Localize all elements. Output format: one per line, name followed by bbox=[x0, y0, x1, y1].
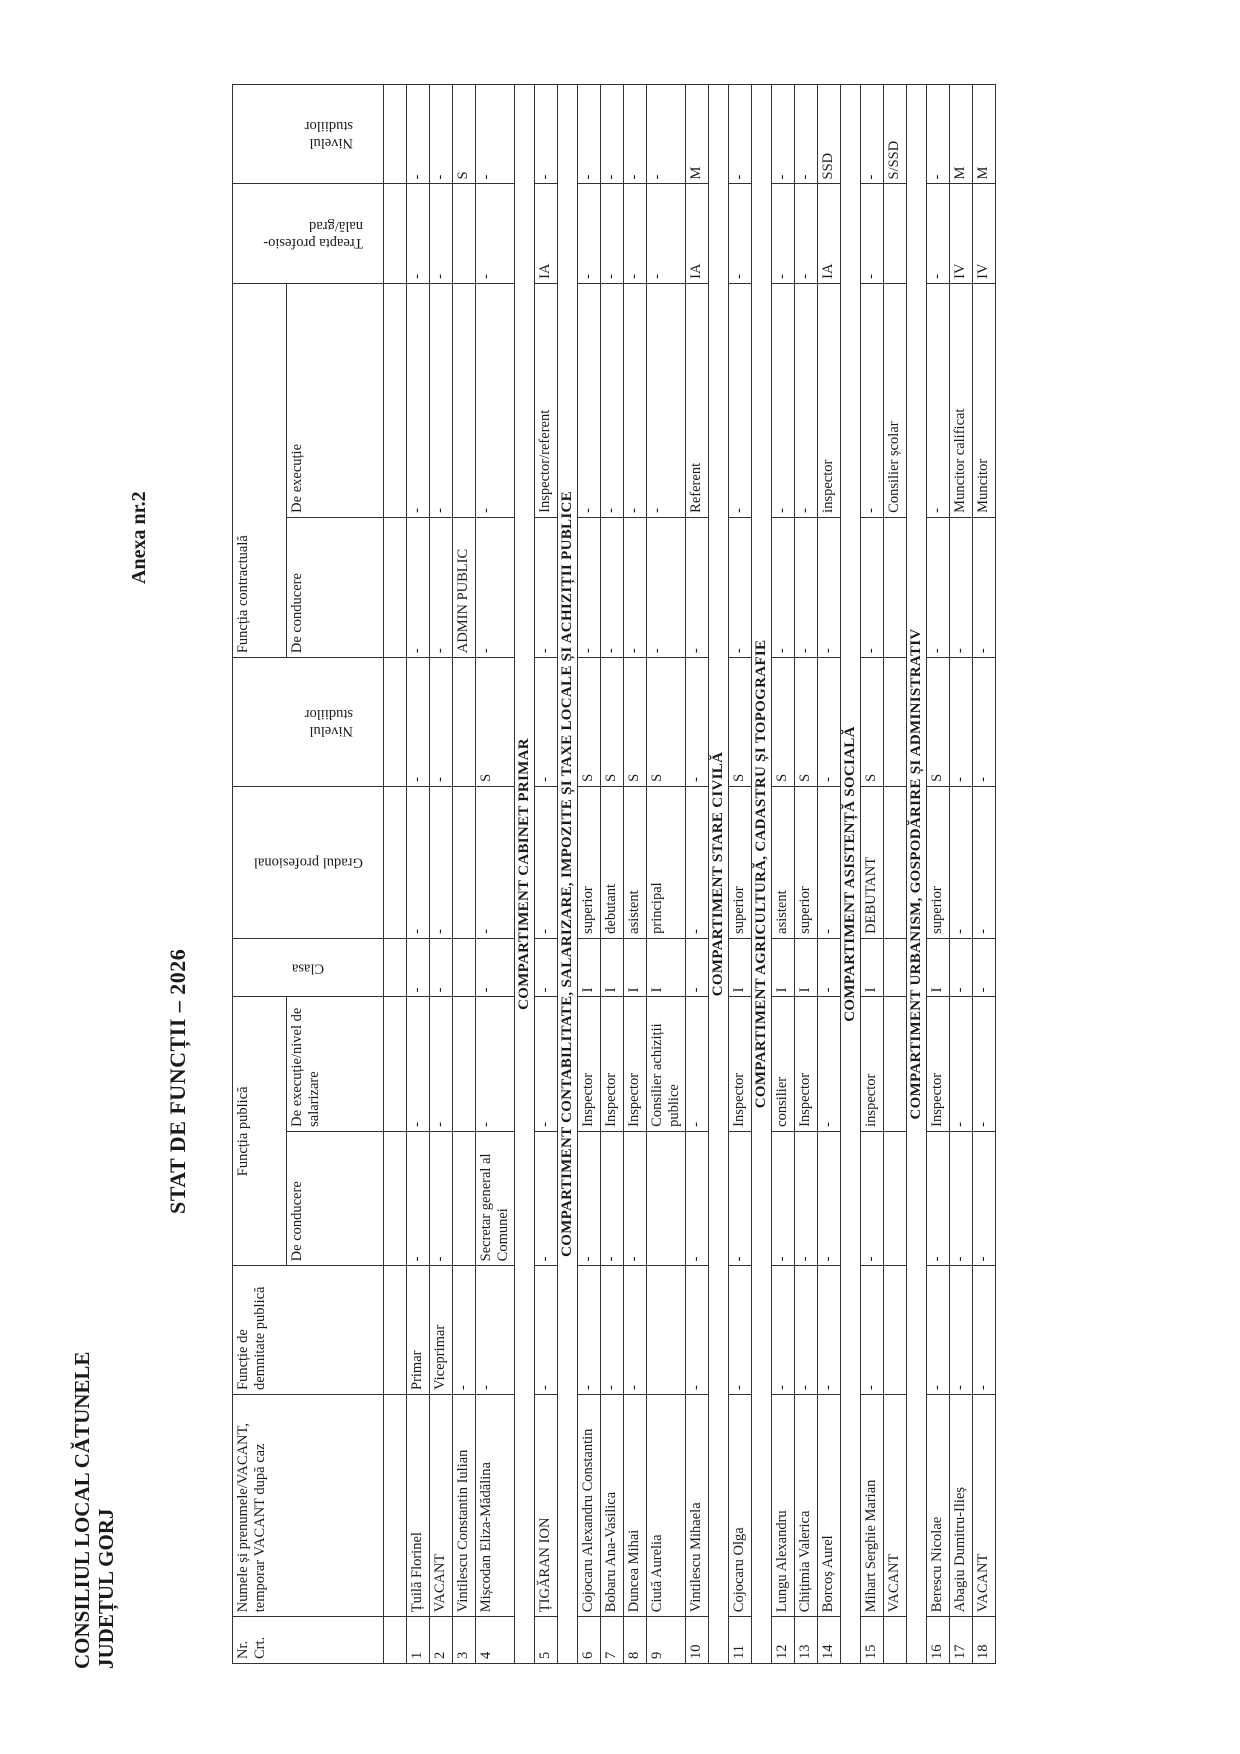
cell-grade: - bbox=[950, 786, 973, 938]
cell-class: I bbox=[624, 938, 647, 996]
cell-nr: 14 bbox=[818, 1617, 841, 1664]
cell-treapta: - bbox=[729, 184, 752, 283]
cell-public-leadership bbox=[647, 1131, 686, 1266]
cell-study-level: - bbox=[407, 658, 430, 787]
cell-dignity bbox=[384, 1266, 407, 1395]
cell-treapta: IA bbox=[818, 184, 841, 283]
cell-public-leadership: Secretar general al Comunei bbox=[476, 1131, 515, 1266]
cell-class: - bbox=[818, 938, 841, 996]
cell-name: VACANT bbox=[884, 1395, 907, 1617]
table-row bbox=[430, 85, 453, 1664]
org-line-1: CONSILIUL LOCAL CĂTUNELE bbox=[70, 1351, 94, 1669]
section-title: COMPARTIMENT STARE CIVILĂ bbox=[709, 85, 729, 1664]
cell-public-leadership bbox=[453, 1131, 476, 1266]
cell-public-leadership: - bbox=[973, 1131, 996, 1266]
cell-grade: - bbox=[407, 786, 430, 938]
table-row bbox=[729, 85, 752, 1664]
cell-class: I bbox=[601, 938, 624, 996]
cell-contract-leadership: - bbox=[729, 517, 752, 657]
cell-contract-execution: - bbox=[624, 283, 647, 517]
cell-contract-leadership: - bbox=[818, 517, 841, 657]
cell-study-level-2: - bbox=[407, 85, 430, 184]
cell-contract-execution: - bbox=[795, 283, 818, 517]
cell-name: VACANT bbox=[430, 1395, 453, 1617]
cell-treapta: IA bbox=[686, 184, 709, 283]
cell-contract-execution: - bbox=[601, 283, 624, 517]
cell-dignity: - bbox=[624, 1266, 647, 1395]
cell-class: I bbox=[647, 938, 686, 996]
table-row bbox=[927, 85, 950, 1664]
cell-public-execution: - bbox=[818, 997, 841, 1132]
cell-grade: asistent bbox=[772, 786, 795, 938]
cell-name: Mișcodan Eliza-Mădălina bbox=[476, 1395, 515, 1617]
section-title: COMPARTIMENT CABINET PRIMAR bbox=[515, 85, 535, 1664]
section-header-row bbox=[752, 85, 772, 1664]
table-row bbox=[601, 85, 624, 1664]
cell-class bbox=[453, 938, 476, 996]
cell-dignity: - bbox=[686, 1266, 709, 1395]
cell-public-leadership: - bbox=[772, 1131, 795, 1266]
header-grade: Gradul profesional bbox=[233, 786, 384, 938]
cell-study-level: S bbox=[476, 658, 515, 787]
cell-class bbox=[884, 938, 907, 996]
cell-name: Bobaru Ana-Vasilica bbox=[601, 1395, 624, 1617]
cell-study-level: - bbox=[973, 658, 996, 787]
cell-study-level-2: - bbox=[647, 85, 686, 184]
table-row bbox=[535, 85, 558, 1664]
cell-name: Ciută Aurelia bbox=[647, 1395, 686, 1617]
cell-name: Mihart Serghie Marian bbox=[861, 1395, 884, 1617]
cell-study-level-2: - bbox=[476, 85, 515, 184]
cell-grade: debutant bbox=[601, 786, 624, 938]
cell-dignity: - bbox=[772, 1266, 795, 1395]
cell-public-leadership: - bbox=[407, 1131, 430, 1266]
header-contract-execution: De execuție bbox=[287, 283, 384, 517]
cell-nr: 17 bbox=[950, 1617, 973, 1664]
cell-class: I bbox=[795, 938, 818, 996]
cell-treapta: - bbox=[861, 184, 884, 283]
cell-nr: 5 bbox=[535, 1617, 558, 1664]
cell-contract-leadership: ADMIN PUBLIC bbox=[453, 517, 476, 657]
cell-grade: superior bbox=[927, 786, 950, 938]
cell-study-level-2: - bbox=[624, 85, 647, 184]
cell-dignity: - bbox=[927, 1266, 950, 1395]
cell-dignity: - bbox=[453, 1266, 476, 1395]
cell-contract-leadership: - bbox=[430, 517, 453, 657]
cell-name bbox=[384, 1395, 407, 1617]
cell-contract-leadership bbox=[384, 517, 407, 657]
cell-public-leadership: - bbox=[578, 1131, 601, 1266]
cell-dignity: - bbox=[861, 1266, 884, 1395]
header-public-execution: De execuție/nivel de salarizare bbox=[287, 997, 384, 1132]
cell-contract-leadership: - bbox=[535, 517, 558, 657]
cell-treapta: - bbox=[795, 184, 818, 283]
cell-name: Duncea Mihai bbox=[624, 1395, 647, 1617]
table-row bbox=[624, 85, 647, 1664]
cell-study-level-2: - bbox=[861, 85, 884, 184]
cell-contract-leadership: - bbox=[927, 517, 950, 657]
cell-study-level: S bbox=[729, 658, 752, 787]
cell-public-leadership: - bbox=[861, 1131, 884, 1266]
cell-class: - bbox=[476, 938, 515, 996]
cell-dignity: - bbox=[818, 1266, 841, 1395]
section-header-row bbox=[515, 85, 535, 1664]
cell-dignity: Primar bbox=[407, 1266, 430, 1395]
table-row bbox=[384, 85, 407, 1664]
cell-public-execution bbox=[884, 997, 907, 1132]
section-header-row bbox=[841, 85, 861, 1664]
cell-contract-execution: - bbox=[578, 283, 601, 517]
cell-study-level-2: - bbox=[578, 85, 601, 184]
cell-name: Berescu Nicolae bbox=[927, 1395, 950, 1617]
cell-public-execution: inspector bbox=[861, 997, 884, 1132]
table-row bbox=[686, 85, 709, 1664]
cell-treapta bbox=[453, 184, 476, 283]
cell-study-level-2: - bbox=[772, 85, 795, 184]
cell-grade: superior bbox=[795, 786, 818, 938]
cell-contract-execution: - bbox=[772, 283, 795, 517]
cell-class: I bbox=[729, 938, 752, 996]
cell-name: Chițimia Valerica bbox=[795, 1395, 818, 1617]
cell-grade: DEBUTANT bbox=[861, 786, 884, 938]
cell-class: - bbox=[973, 938, 996, 996]
cell-dignity: Viceprimar bbox=[430, 1266, 453, 1395]
cell-public-execution: - bbox=[973, 997, 996, 1132]
cell-study-level: - bbox=[430, 658, 453, 787]
cell-public-execution: - bbox=[950, 997, 973, 1132]
cell-public-leadership: - bbox=[795, 1131, 818, 1266]
cell-nr: 2 bbox=[430, 1617, 453, 1664]
cell-public-execution: Inspector bbox=[578, 997, 601, 1132]
cell-treapta: IV bbox=[973, 184, 996, 283]
table-row bbox=[861, 85, 884, 1664]
cell-grade: - bbox=[476, 786, 515, 938]
cell-contract-leadership: - bbox=[624, 517, 647, 657]
cell-study-level: - bbox=[535, 658, 558, 787]
cell-nr: 11 bbox=[729, 1617, 752, 1664]
cell-class: I bbox=[861, 938, 884, 996]
cell-study-level: S bbox=[772, 658, 795, 787]
cell-name: Lungu Alexandru bbox=[772, 1395, 795, 1617]
cell-public-execution bbox=[453, 997, 476, 1132]
header-public-leadership: De conducere bbox=[287, 1131, 384, 1266]
cell-name: Abagiu Dumitru-Ilieș bbox=[950, 1395, 973, 1617]
cell-contract-leadership: - bbox=[772, 517, 795, 657]
cell-contract-execution: - bbox=[647, 283, 686, 517]
cell-nr: 9 bbox=[647, 1617, 686, 1664]
header-contract-leadership: De conducere bbox=[287, 517, 384, 657]
cell-contract-execution: Referent bbox=[686, 283, 709, 517]
cell-nr: 7 bbox=[601, 1617, 624, 1664]
cell-public-execution: Inspector bbox=[927, 997, 950, 1132]
cell-dignity: - bbox=[578, 1266, 601, 1395]
cell-public-execution: - bbox=[535, 997, 558, 1132]
cell-public-leadership: - bbox=[927, 1131, 950, 1266]
cell-public-execution: Inspector bbox=[624, 997, 647, 1132]
cell-contract-leadership bbox=[884, 517, 907, 657]
cell-study-level: S bbox=[624, 658, 647, 787]
cell-study-level bbox=[384, 658, 407, 787]
organization-header bbox=[70, 1352, 118, 1669]
staff-positions-table bbox=[232, 84, 996, 1664]
cell-contract-execution: - bbox=[476, 283, 515, 517]
annex-label: Anexa nr.2 bbox=[128, 491, 150, 584]
cell-name: Vintilescu Constantin Iulian bbox=[453, 1395, 476, 1617]
table-row bbox=[407, 85, 430, 1664]
cell-dignity bbox=[647, 1266, 686, 1395]
cell-public-leadership: - bbox=[624, 1131, 647, 1266]
cell-name: Cojocaru Alexandru Constantin bbox=[578, 1395, 601, 1617]
cell-grade: - bbox=[686, 786, 709, 938]
cell-public-leadership bbox=[884, 1131, 907, 1266]
cell-nr: 6 bbox=[578, 1617, 601, 1664]
cell-class: - bbox=[407, 938, 430, 996]
cell-treapta: - bbox=[407, 184, 430, 283]
cell-name: ȚIGĂRAN ION bbox=[535, 1395, 558, 1617]
cell-treapta bbox=[884, 184, 907, 283]
cell-contract-leadership: - bbox=[686, 517, 709, 657]
cell-contract-leadership: - bbox=[973, 517, 996, 657]
table-row bbox=[950, 85, 973, 1664]
cell-name: Cojocaru Olga bbox=[729, 1395, 752, 1617]
header-public-function: Funcția publică bbox=[233, 997, 287, 1266]
cell-study-level-2: - bbox=[430, 85, 453, 184]
cell-grade: - bbox=[535, 786, 558, 938]
cell-public-execution: - bbox=[476, 997, 515, 1132]
cell-class: - bbox=[430, 938, 453, 996]
cell-study-level-2: M bbox=[950, 85, 973, 184]
cell-study-level: - bbox=[950, 658, 973, 787]
cell-nr: 4 bbox=[476, 1617, 515, 1664]
table-row bbox=[772, 85, 795, 1664]
cell-contract-execution: - bbox=[927, 283, 950, 517]
cell-contract-execution: - bbox=[430, 283, 453, 517]
cell-public-execution: - bbox=[407, 997, 430, 1132]
cell-name: Borcoș Aurel bbox=[818, 1395, 841, 1617]
table-row bbox=[453, 85, 476, 1664]
cell-study-level: S bbox=[647, 658, 686, 787]
cell-class: - bbox=[950, 938, 973, 996]
cell-study-level-2: S bbox=[453, 85, 476, 184]
header-study-level-2: Nivelul studiilor bbox=[233, 85, 384, 184]
cell-treapta: - bbox=[927, 184, 950, 283]
cell-study-level-2: - bbox=[535, 85, 558, 184]
cell-contract-execution: - bbox=[729, 283, 752, 517]
cell-dignity: - bbox=[973, 1266, 996, 1395]
cell-grade bbox=[384, 786, 407, 938]
cell-grade: superior bbox=[578, 786, 601, 938]
cell-grade: principal bbox=[647, 786, 686, 938]
cell-public-execution: Inspector bbox=[795, 997, 818, 1132]
cell-contract-leadership: - bbox=[578, 517, 601, 657]
cell-nr: 3 bbox=[453, 1617, 476, 1664]
cell-dignity: - bbox=[795, 1266, 818, 1395]
cell-grade: - bbox=[430, 786, 453, 938]
section-header-row bbox=[709, 85, 729, 1664]
header-name: Numele și prenumele/VACANT, temporar VACANT după caz bbox=[233, 1395, 384, 1617]
cell-contract-leadership: - bbox=[647, 517, 686, 657]
section-title: COMPARTIMENT ASISTENȚĂ SOCIALĂ bbox=[841, 85, 861, 1664]
org-line-2: JUDEȚUL GORJ bbox=[94, 1508, 118, 1669]
header-class: Clasa bbox=[233, 938, 384, 996]
section-header-row bbox=[907, 85, 927, 1664]
header-dignity: Funcție de demnitate publică bbox=[233, 1266, 384, 1395]
table-row bbox=[476, 85, 515, 1664]
cell-public-execution: - bbox=[686, 997, 709, 1132]
cell-class: - bbox=[535, 938, 558, 996]
cell-study-level-2: S/SSD bbox=[884, 85, 907, 184]
table-row bbox=[884, 85, 907, 1664]
cell-public-execution bbox=[384, 997, 407, 1132]
cell-study-level-2: SSD bbox=[818, 85, 841, 184]
cell-treapta: - bbox=[624, 184, 647, 283]
cell-contract-execution: Muncitor calificat bbox=[950, 283, 973, 517]
cell-study-level-2: M bbox=[686, 85, 709, 184]
cell-contract-execution: inspector bbox=[818, 283, 841, 517]
cell-name: Vintilescu Mihaela bbox=[686, 1395, 709, 1617]
cell-public-leadership: - bbox=[535, 1131, 558, 1266]
header-contract-function: Funcția contractuală bbox=[233, 283, 287, 657]
cell-nr bbox=[384, 1617, 407, 1664]
cell-treapta: - bbox=[772, 184, 795, 283]
cell-nr: 1 bbox=[407, 1617, 430, 1664]
cell-contract-leadership: - bbox=[407, 517, 430, 657]
cell-public-execution: Inspector bbox=[729, 997, 752, 1132]
cell-public-execution: Consilier achiziții publice bbox=[647, 997, 686, 1132]
cell-public-execution: Inspector bbox=[601, 997, 624, 1132]
cell-study-level bbox=[884, 658, 907, 787]
cell-public-leadership: - bbox=[729, 1131, 752, 1266]
cell-study-level bbox=[453, 658, 476, 787]
cell-name: Țuilă Florinel bbox=[407, 1395, 430, 1617]
section-title: COMPARTIMENT CONTABILITATE, SALARIZARE, IMPOZITE ȘI TAXE LOCALE ȘI ACHIZIȚII PUBLICE bbox=[558, 85, 578, 1664]
cell-public-leadership: - bbox=[686, 1131, 709, 1266]
cell-class: I bbox=[927, 938, 950, 996]
table-row bbox=[973, 85, 996, 1664]
cell-study-level: S bbox=[927, 658, 950, 787]
cell-treapta: - bbox=[476, 184, 515, 283]
cell-nr: 18 bbox=[973, 1617, 996, 1664]
cell-nr: 13 bbox=[795, 1617, 818, 1664]
cell-dignity: - bbox=[535, 1266, 558, 1395]
cell-treapta: - bbox=[647, 184, 686, 283]
table-row bbox=[818, 85, 841, 1664]
cell-grade: asistent bbox=[624, 786, 647, 938]
cell-contract-execution: - bbox=[407, 283, 430, 517]
cell-contract-leadership: - bbox=[795, 517, 818, 657]
cell-nr bbox=[884, 1617, 907, 1664]
cell-contract-execution: Inspector/referent bbox=[535, 283, 558, 517]
cell-study-level: S bbox=[601, 658, 624, 787]
cell-grade bbox=[884, 786, 907, 938]
cell-dignity bbox=[884, 1266, 907, 1395]
cell-public-leadership: - bbox=[430, 1131, 453, 1266]
cell-class: I bbox=[772, 938, 795, 996]
cell-study-level-2: - bbox=[729, 85, 752, 184]
cell-public-leadership: - bbox=[601, 1131, 624, 1266]
header-nr: Nr. Crt. bbox=[233, 1617, 384, 1664]
cell-study-level: S bbox=[795, 658, 818, 787]
cell-contract-leadership: - bbox=[950, 517, 973, 657]
cell-contract-execution: - bbox=[861, 283, 884, 517]
cell-dignity: - bbox=[729, 1266, 752, 1395]
cell-contract-leadership: - bbox=[861, 517, 884, 657]
cell-dignity: - bbox=[950, 1266, 973, 1395]
table-row bbox=[795, 85, 818, 1664]
cell-study-level: - bbox=[818, 658, 841, 787]
cell-study-level-2: M bbox=[973, 85, 996, 184]
cell-treapta: - bbox=[601, 184, 624, 283]
cell-study-level: - bbox=[686, 658, 709, 787]
cell-treapta: - bbox=[430, 184, 453, 283]
cell-study-level: S bbox=[861, 658, 884, 787]
cell-dignity: - bbox=[476, 1266, 515, 1395]
cell-class: I bbox=[578, 938, 601, 996]
cell-treapta: - bbox=[578, 184, 601, 283]
cell-nr: 8 bbox=[624, 1617, 647, 1664]
cell-nr: 12 bbox=[772, 1617, 795, 1664]
cell-public-leadership bbox=[384, 1131, 407, 1266]
cell-contract-leadership: - bbox=[601, 517, 624, 657]
cell-grade: - bbox=[818, 786, 841, 938]
cell-nr: 10 bbox=[686, 1617, 709, 1664]
table-row bbox=[578, 85, 601, 1664]
header-study-level: Nivelul studiilor bbox=[233, 658, 384, 787]
table-body bbox=[384, 85, 996, 1664]
cell-contract-leadership: - bbox=[476, 517, 515, 657]
cell-public-leadership: - bbox=[950, 1131, 973, 1266]
cell-name: VACANT bbox=[973, 1395, 996, 1617]
document-title: STAT DE FUNCȚII – 2026 bbox=[165, 948, 190, 1214]
cell-contract-execution bbox=[453, 283, 476, 517]
cell-treapta bbox=[384, 184, 407, 283]
cell-nr: 15 bbox=[861, 1617, 884, 1664]
cell-study-level-2: - bbox=[601, 85, 624, 184]
cell-study-level-2: - bbox=[927, 85, 950, 184]
cell-class: - bbox=[686, 938, 709, 996]
cell-study-level-2 bbox=[384, 85, 407, 184]
cell-public-execution: - bbox=[430, 997, 453, 1132]
cell-grade bbox=[453, 786, 476, 938]
cell-class bbox=[384, 938, 407, 996]
cell-nr: 16 bbox=[927, 1617, 950, 1664]
cell-public-execution: consilier bbox=[772, 997, 795, 1132]
section-title: COMPARTIMENT AGRICULTURĂ, CADASTRU ȘI TOPOGRAFIE bbox=[752, 85, 772, 1664]
cell-grade: superior bbox=[729, 786, 752, 938]
cell-public-leadership: - bbox=[818, 1131, 841, 1266]
cell-dignity: - bbox=[601, 1266, 624, 1395]
cell-study-level-2: - bbox=[795, 85, 818, 184]
section-header-row bbox=[558, 85, 578, 1664]
cell-treapta: IV bbox=[950, 184, 973, 283]
cell-study-level: S bbox=[578, 658, 601, 787]
cell-treapta: IA bbox=[535, 184, 558, 283]
table-row bbox=[647, 85, 686, 1664]
header-treapta: Treapta profesio-nală/grad bbox=[233, 184, 384, 283]
cell-contract-execution bbox=[384, 283, 407, 517]
cell-contract-execution: Muncitor bbox=[973, 283, 996, 517]
section-title: COMPARTIMENT URBANISM, GOSPODĂRIRE ȘI ADMINISTRATIV bbox=[907, 85, 927, 1664]
cell-contract-execution: Consilier școlar bbox=[884, 283, 907, 517]
cell-grade: - bbox=[973, 786, 996, 938]
